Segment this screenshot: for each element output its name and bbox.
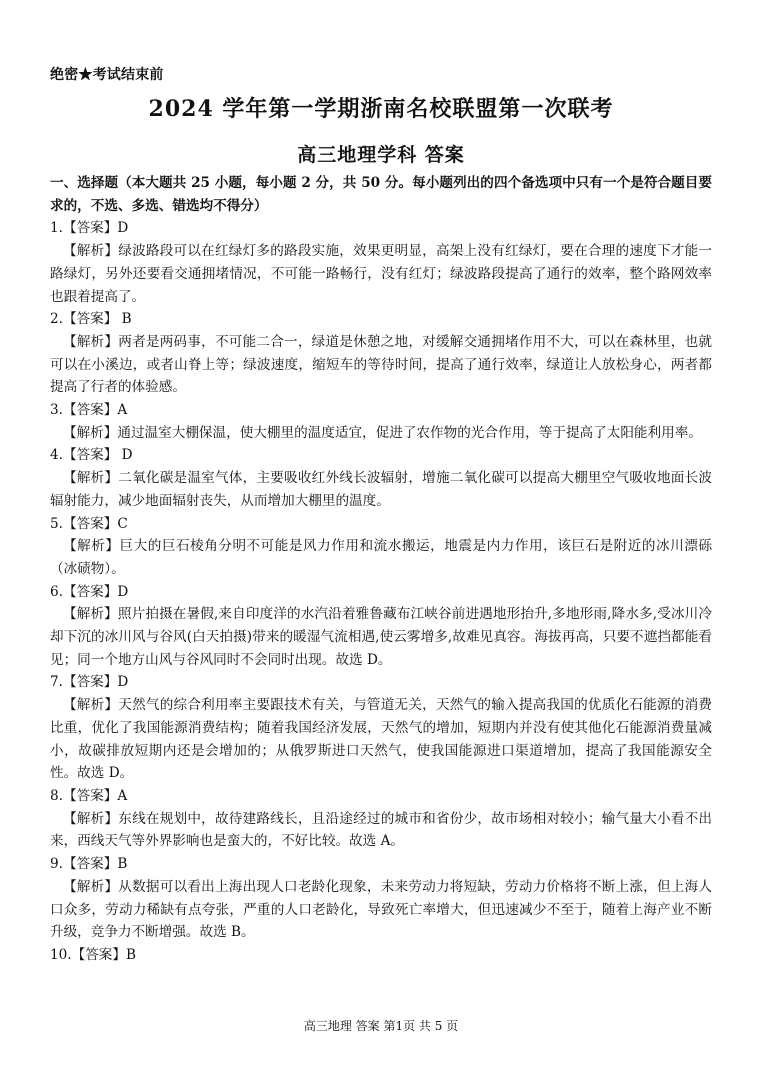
answer-content [50, 172, 712, 967]
confidential-mark: 绝密★考试结束前 [50, 67, 164, 83]
answer-line: 7.【答案】D [50, 674, 129, 691]
answer-line: 5.【答案】C [50, 515, 128, 532]
answer-line: 3.【答案】A [50, 402, 128, 419]
question-item [50, 217, 712, 308]
section-heading: 一、选择题（本大题共 25 小题，每小题 2 分，共 50 分。每小题列出的四个备选项中只有一个是符合题目要求的，不选、多选、错选均不得分） [50, 175, 712, 214]
question-item [50, 444, 712, 512]
question-item [50, 581, 712, 672]
explanation-text: 【解析】二氧化碳是温室气体，主要吸收红外线长波辐射，增施二氧化碳可以提高大棚里空气吸收地面长波辐射能力，减少地面辐射丧失，从而增加大棚里的温度。 [50, 470, 712, 509]
explanation-text: 【解析】照片拍摄在暑假,来自印度洋的水汽沿着雅鲁藏布江峡谷前进遇地形抬升,多地形雨,降水多,受冰川冷却下沉的冰川风与谷风(白天拍摄)带来的暖湿气流相遇,使云雾增多,故难见真容。海拔再高，只要不遮挡都能看见；同一个地方山风与谷风同时不会同时出现。故选 D。 [50, 606, 712, 668]
answer-line: 8.【答案】A [50, 787, 128, 804]
answer-line: 9.【答案】B [50, 856, 128, 873]
explanation-text: 【解析】东线在规划中，故待建路线长，且沿途经过的城市和省份少，故市场相对较小；输气量大小看不出来，西线天气等外界影响也是蛮大的，不好比较。故选 A。 [50, 810, 712, 850]
explanation-text: 【解析】从数据可以看出上海出现人口老龄化现象，未来劳动力将短缺，劳动力价格将不断上涨，但上海人口众多，劳动力稀缺有点夸张，严重的人口老龄化，导致死亡率增大，但迅速减少不至于，随着上海产业不断升级，竞争力不断增强。故选 B。 [50, 878, 712, 941]
answer-line: 10.【答案】B [50, 946, 136, 963]
answer-line: 6.【答案】D [50, 583, 129, 600]
explanation-text: 【解析】绿波路段可以在红绿灯多的路段实施，效果更明显，高架上没有红绿灯，要在合理的速度下才能一路绿灯，另外还要看交通拥堵情况，不可能一路畅行，没有红灯；绿波路段提高了通行的效率，整个路网效率也跟着提高了。 [50, 243, 712, 305]
exam-title: 2024 学年第一学期浙南名校联盟第一次联考 [148, 96, 614, 122]
document-page [50, 0, 712, 1075]
explanation-text: 【解析】两者是两码事，不可能二合一，绿道是休憩之地，对缓解交通拥堵作用不大，可以在森林里，也就可以在小溪边，或者山脊上等；绿波速度，缩短车的等待时间，提高了通行效率，绿道让人放松身心，两者都提高了行者的体验感。 [50, 333, 712, 396]
explanation-text: 【解析】天然气的综合利用率主要跟技术有关，与管道无关，天然气的输入提高我国的优质化石能源的消费比重，优化了我国能源消费结构；随着我国经济发展，天然气的增加，短期内并没有使其他化石能源消费量减小，故碳排放短期内还是会增加的；从俄罗斯进口天然气，使我国能源进口渠道增加，提高了我国能源安全性。故选 D。 [50, 697, 712, 782]
answer-line: 1.【答案】D [50, 220, 129, 237]
question-item [50, 671, 712, 785]
exam-subtitle: 高三地理学科 答案 [297, 144, 465, 166]
answer-line: 4.【答案】 D [50, 447, 133, 464]
question-item [50, 785, 712, 853]
question-item [50, 944, 712, 967]
explanation-text: 【解析】通过温室大棚保温，使大棚里的温度适宜，促进了农作物的光合作用，等于提高了太阳能利用率。 [63, 424, 702, 441]
explanation-text: 【解析】巨大的巨石棱角分明不可能是风力作用和流水搬运，地震是内力作用，该巨石是附近的冰川漂砾（冰碛物）。 [50, 538, 712, 577]
page-footer: 高三地理 答案 第1页 共 5 页 [303, 1019, 459, 1033]
answer-line: 2.【答案】 B [50, 311, 132, 328]
question-item [50, 853, 712, 944]
question-item [50, 308, 712, 399]
question-item [50, 399, 712, 444]
question-item [50, 513, 712, 581]
